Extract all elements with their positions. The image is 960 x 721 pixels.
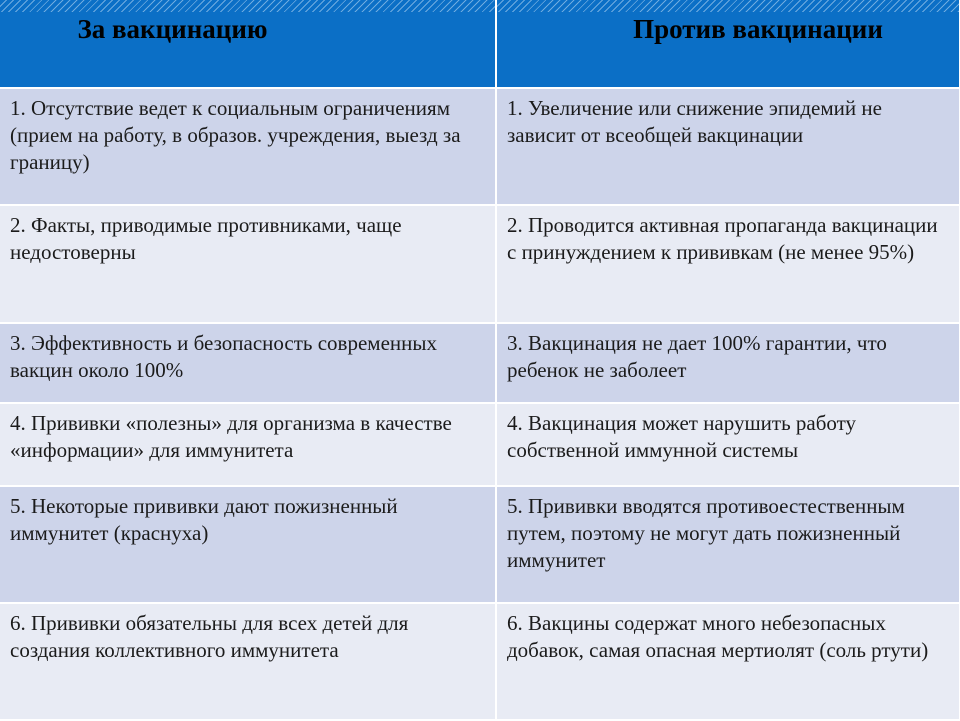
cell-con: 5. Прививки вводятся противоестественным путем, поэтому не могут дать пожизненный иммунитет — [496, 486, 960, 603]
header-row — [0, 0, 960, 88]
table-row — [0, 486, 960, 603]
table-row — [0, 88, 960, 205]
cell-con: 3. Вакцинация не дает 100% гарантии, что ребенок не заболеет — [496, 323, 960, 403]
cell-con: 2. Проводится активная пропаганда вакцинации с принуждением к прививкам (не менее 95%) — [496, 205, 960, 323]
cell-con: 1. Увеличение или снижение эпидемий не зависит от всеобщей вакцинации — [496, 88, 960, 205]
header-pro-vaccination: За вакцинацию — [0, 0, 496, 88]
cell-pro: 3. Эффективность и безопасность современных вакцин около 100% — [0, 323, 496, 403]
cell-pro: 2. Факты, приводимые противниками, чаще недостоверны — [0, 205, 496, 323]
table-row — [0, 603, 960, 720]
cell-con: 4. Вакцинация может нарушить работу собственной иммунной системы — [496, 403, 960, 486]
cell-pro: 1. Отсутствие ведет к социальным ограничениям (прием на работу, в образов. учреждения, выезд за границу) — [0, 88, 496, 205]
table-header — [0, 0, 960, 88]
cell-pro: 5. Некоторые прививки дают пожизненный иммунитет (краснуха) — [0, 486, 496, 603]
cell-con: 6. Вакцины содержат много небезопасных добавок, самая опасная мертиолят (соль ртути) — [496, 603, 960, 720]
header-against-vaccination: Против вакцинации — [496, 0, 960, 88]
table-row — [0, 205, 960, 323]
table-row — [0, 403, 960, 486]
cell-pro: 6. Прививки обязательны для всех детей для создания коллективного иммунитета — [0, 603, 496, 720]
cell-pro: 4. Прививки «полезны» для организма в качестве «информации» для иммунитета — [0, 403, 496, 486]
table-body — [0, 88, 960, 720]
table-row — [0, 323, 960, 403]
